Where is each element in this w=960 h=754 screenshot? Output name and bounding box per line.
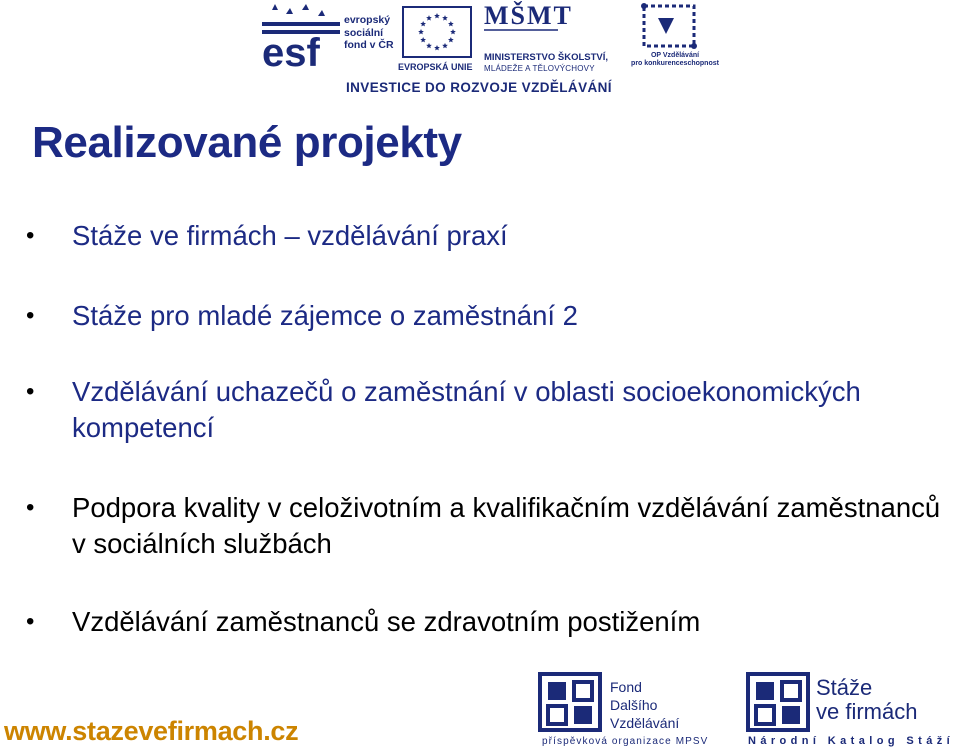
bullet-text: Vzdělávání zaměstnanců se zdravotním postižením <box>72 606 701 637</box>
fdv-line: Vzdělávání <box>610 715 680 731</box>
fdv-line: Fond <box>610 679 642 695</box>
eu-star-icon <box>442 43 448 48</box>
esf-logo <box>262 4 394 75</box>
bullet-marker: • <box>26 494 35 521</box>
logo-bar <box>258 0 718 100</box>
logo-bar-tagline: INVESTICE DO ROZVOJE VZDĚLÁVÁNÍ <box>346 80 612 95</box>
eu-star-icon <box>448 21 454 26</box>
fdv-logo <box>538 672 709 752</box>
bullet-item <box>26 490 946 562</box>
eu-star-icon <box>442 15 448 20</box>
fdv-subtitle: příspěvková organizace MPSV <box>542 736 709 747</box>
bullet-item <box>26 604 946 640</box>
op-logo <box>630 0 720 72</box>
op-mark-icon <box>630 0 720 52</box>
msmt-caption-line2: MLÁDEŽE A TĚLOVÝCHOVY <box>484 64 595 73</box>
website-url-link[interactable]: www.stazevefirmach.cz <box>4 716 299 746</box>
msmt-caption-line1: MINISTERSTVO ŠKOLSTVÍ, <box>484 52 609 63</box>
eu-star-icon <box>418 29 424 34</box>
page-title: Realizované projekty <box>32 118 462 167</box>
eu-caption: EVROPSKÁ UNIE <box>398 62 473 72</box>
svf-line: Stáže <box>816 675 873 700</box>
bullet-text: Stáže pro mladé zájemce o zaměstnání 2 <box>72 300 578 331</box>
bullet-marker: • <box>26 378 35 405</box>
eu-star-icon <box>426 43 432 48</box>
esf-wordmark: esf <box>262 31 320 75</box>
bullet-item <box>26 298 946 334</box>
bullet-text: Vzdělávání uchazečů o zaměstnání v oblasti socioekonomických kompetencí <box>72 376 861 443</box>
eu-logo <box>398 4 480 70</box>
eu-star-icon <box>420 21 426 26</box>
svf-subtitle: Národní Katalog Stáží <box>748 735 955 747</box>
eu-star-icon <box>434 45 440 50</box>
fdv-line: Dalšího <box>610 697 658 713</box>
bullet-item <box>26 218 946 254</box>
eu-flag-icon <box>402 6 472 58</box>
esf-caption-line: fond v ČR <box>344 39 394 51</box>
svf-wordmark <box>816 676 917 724</box>
svf-line: ve firmách <box>816 699 918 724</box>
eu-star-icon <box>420 37 426 42</box>
eu-star-icon <box>450 29 456 34</box>
op-caption-line2: pro konkurenceschopnost <box>631 60 719 67</box>
fdv-wordmark <box>610 678 679 732</box>
bullet-text: Stáže ve firmách – vzdělávání praxí <box>72 220 508 251</box>
esf-caption-line: evropský <box>344 14 391 26</box>
svf-logo <box>746 672 960 752</box>
fdv-mark-icon <box>538 672 602 732</box>
esf-caption <box>344 14 404 52</box>
bullet-marker: • <box>26 222 35 249</box>
bullet-marker: • <box>26 608 35 635</box>
msmt-logo <box>484 2 624 74</box>
eu-star-icon <box>434 13 440 18</box>
eu-stars-icon <box>404 8 470 56</box>
msmt-mark-icon <box>484 1 573 52</box>
eu-star-icon <box>426 15 432 20</box>
msmt-caption <box>484 52 624 74</box>
svf-mark-icon <box>746 672 810 732</box>
op-caption-line1: OP Vzdělávání <box>650 52 700 59</box>
bullet-marker: • <box>26 302 35 329</box>
bullet-item <box>26 374 946 446</box>
esf-mark-icon <box>262 4 342 75</box>
eu-star-icon <box>448 37 454 42</box>
bullet-text: Podpora kvality v celoživotním a kvalifikačním vzdělávání zaměstnanců v sociálních službách <box>72 492 941 559</box>
msmt-wordmark: MŠMT <box>484 1 573 30</box>
esf-caption-line: sociální <box>344 26 384 39</box>
op-caption <box>630 52 720 68</box>
